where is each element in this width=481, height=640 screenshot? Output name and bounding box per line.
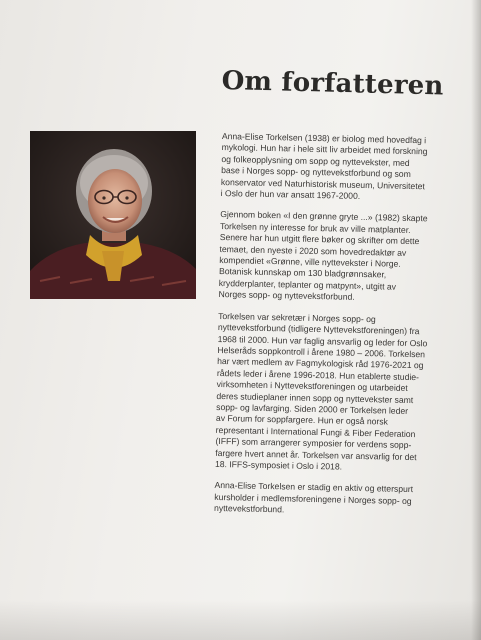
page-edge-shadow <box>471 0 481 640</box>
bio-line: rådets leder i årene 1996-2018. Hun etablerte studie- <box>216 367 420 382</box>
bio-line: Helseråds soppkontroll i årene 1980 – 2006. Torkelsen <box>217 344 426 360</box>
bio-line: deres studieplaner innen sopp og nyttevekster samt <box>216 390 414 405</box>
bio-line: av Forum for soppfargere. Hun er også norsk <box>215 413 389 427</box>
bio-line: kompendiet «Grønne, ville nyttevekster i Norge. <box>219 255 401 269</box>
page-title: Om forfatteren <box>221 66 444 102</box>
bio-line: Senere har hun utgitt flere bøker og skrifter om dette <box>219 232 420 247</box>
bio-paragraph <box>218 209 458 305</box>
bio-line: og folkeopplysning om sopp og nyttevekster, med <box>221 153 410 168</box>
author-biography <box>214 131 460 529</box>
bio-line: Norges sopp- og nyttevekstforbund. <box>218 289 355 303</box>
page-bottom-shadow <box>0 600 481 640</box>
bio-line: krydderplanter, teplanter og matpynt», utgitt av <box>218 277 397 292</box>
bio-line: Torkelsen var sekretær i Norges sopp- og <box>218 310 376 324</box>
bio-line: Torkelsen ny interesse for bruk av ville matplanter. <box>219 220 411 235</box>
author-portrait <box>30 131 196 299</box>
bio-line: (IFFF) som arrangerer symposier for verdens sopp- <box>215 436 412 451</box>
bio-line: 18. IFFS-symposiet i Oslo i 2018. <box>214 458 343 472</box>
bio-line: Botanisk kunnskap om 130 bladgrønnsaker, <box>218 266 387 280</box>
bio-line: temaet, den nyeste i 2020 som hovedredaktør av <box>219 243 407 258</box>
bio-line: nyttevekstforbund (tidligere Nyttevekstforeningen) fra <box>217 322 420 337</box>
bio-line: Anna-Elise Torkelsen (1938) er biolog med hovedfag i <box>221 131 427 146</box>
bio-line: mykologi. Hun har i hele sitt liv arbeidet med forskning <box>221 142 428 157</box>
bio-line: har vært medlem av Fagmykologisk råd 1976-2021 og <box>217 356 424 371</box>
bio-line: kursholder i medlemsforeningene i Norges sopp- og <box>214 491 412 506</box>
bio-paragraph <box>214 480 453 519</box>
bio-line: fargere hvert annet år. Torkelsen var ansvarlig for det <box>215 447 417 462</box>
bio-line: i Oslo der hun var ansatt 1967-2000. <box>220 188 361 201</box>
bio-line: virksomheten i Nyttevekstforeningen og utarbeidet <box>216 379 408 394</box>
bio-line: Gjennom boken «I den grønne gryte ...» (1982) skapte <box>220 209 428 224</box>
bio-line: 1968 til 2000. Hun var faglig ansvarlig og leder for Oslo <box>217 333 428 348</box>
bio-paragraph <box>215 311 456 476</box>
bio-line: sopp- og lavfarging. Siden 2000 er Torkelsen leder <box>216 401 409 416</box>
bio-line: Anna-Elise Torkelsen er stadig en aktiv og etterspurt <box>214 480 414 495</box>
bio-line: base i Norges sopp- og nyttevekstforbund og som <box>221 165 411 180</box>
bio-line: konservator ved Naturhistorisk museum, Universitetet <box>220 176 425 191</box>
bio-line: nyttevekstforbund. <box>213 503 285 515</box>
bio-paragraph <box>221 131 460 204</box>
bio-line: representant i International Fungi & Fiber Federation <box>215 424 416 439</box>
